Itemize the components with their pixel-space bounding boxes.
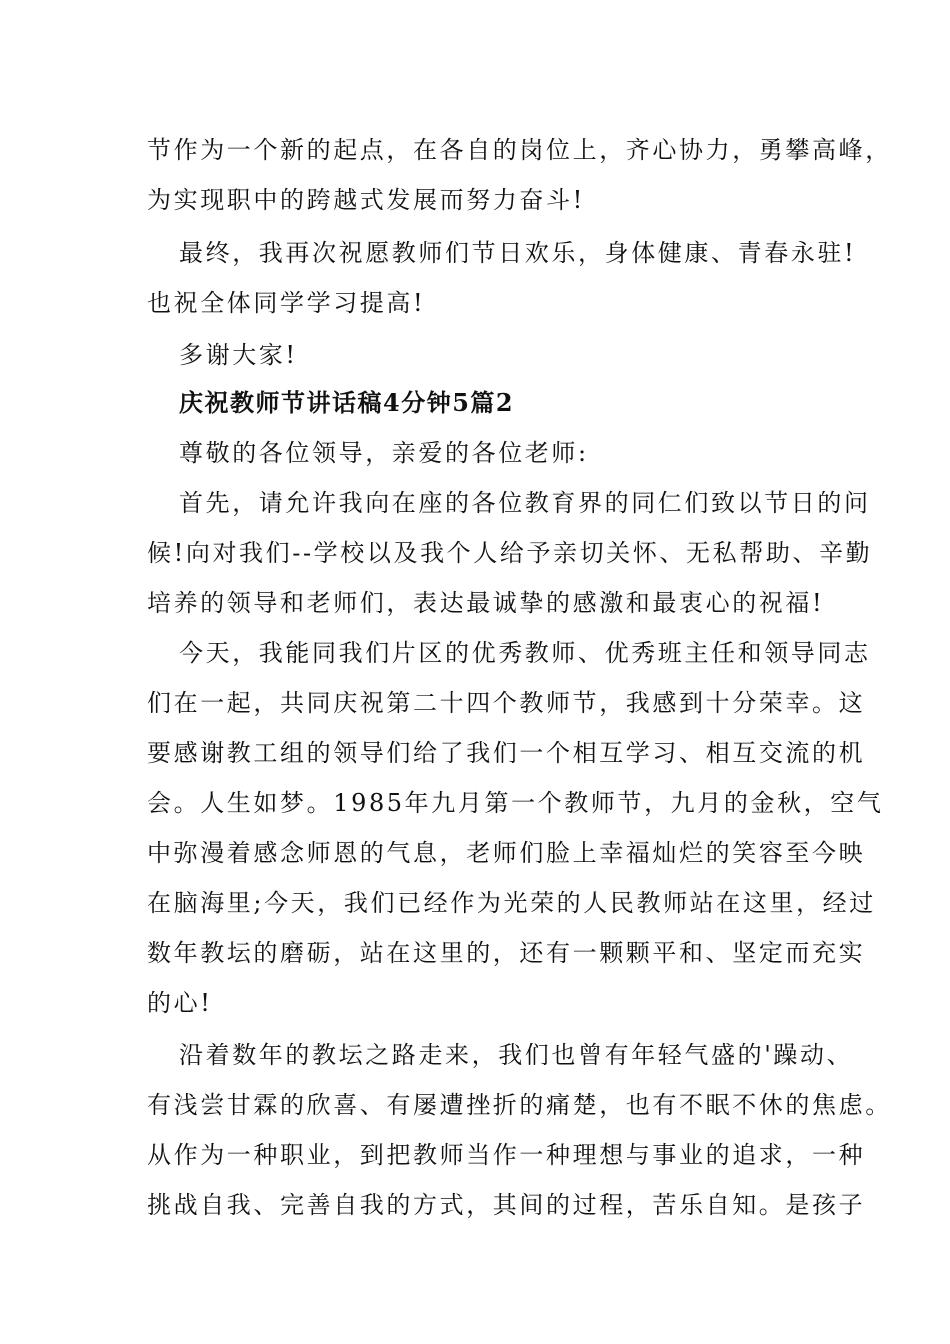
text-line: 会。人生如梦。1985年九月第一个教师节，九月的金秋，空气: [147, 789, 884, 817]
paragraph-first-line: 沿着数年的教坛之路走来，我们也曾有年轻气盛的'躁动、: [179, 1041, 854, 1069]
text-line: 要感谢教工组的领导们给了我们一个相互学习、相互交流的机: [147, 739, 866, 767]
section-heading: 庆祝教师节讲话稿4分钟5篇2: [179, 388, 515, 417]
salutation: 尊敬的各位领导，亲爱的各位老师:: [179, 439, 589, 467]
text-line: 的心!: [147, 989, 213, 1017]
paragraph-first-line: 首先，请允许我向在座的各位教育界的同仁们致以节日的问: [179, 489, 871, 517]
paragraph-first-line: 最终，我再次祝愿教师们节日欢乐，身体健康、青春永驻!: [179, 239, 857, 267]
text-line: 数年教坛的磨砺，站在这里的，还有一颗颗平和、坚定而充实: [147, 939, 866, 967]
text-line: 也祝全体同学学习提高!: [147, 289, 426, 317]
text-line: 在脑海里;今天，我们已经作为光荣的人民教师站在这里，经过: [147, 889, 876, 917]
paragraph-first-line: 多谢大家!: [179, 341, 298, 369]
text-line: 候!向对我们--学校以及我个人给予亲切关怀、无私帮助、辛勤: [147, 539, 873, 567]
text-line: 节作为一个新的起点，在各自的岗位上，齐心协力，勇攀高峰，: [147, 136, 892, 164]
text-line: 挑战自我、完善自我的方式，其间的过程，苦乐自知。是孩子: [147, 1191, 866, 1219]
text-line: 中弥漫着感念师恩的气息，老师们脸上幸福灿烂的笑容至今映: [147, 839, 866, 867]
text-line: 从作为一种职业，到把教师当作一种理想与事业的追求，一种: [147, 1141, 866, 1169]
text-line: 们在一起，共同庆祝第二十四个教师节，我感到十分荣幸。这: [147, 689, 866, 717]
text-line: 培养的领导和老师们，表达最诚挚的感激和最衷心的祝福!: [147, 589, 825, 617]
text-line: 为实现职中的跨越式发展而努力奋斗!: [147, 186, 585, 214]
text-line: 有浅尝甘霖的欣喜、有屡遭挫折的痛楚，也有不眠不休的焦虑。: [147, 1091, 892, 1119]
paragraph-first-line: 今天，我能同我们片区的优秀教师、优秀班主任和领导同志: [179, 639, 871, 667]
